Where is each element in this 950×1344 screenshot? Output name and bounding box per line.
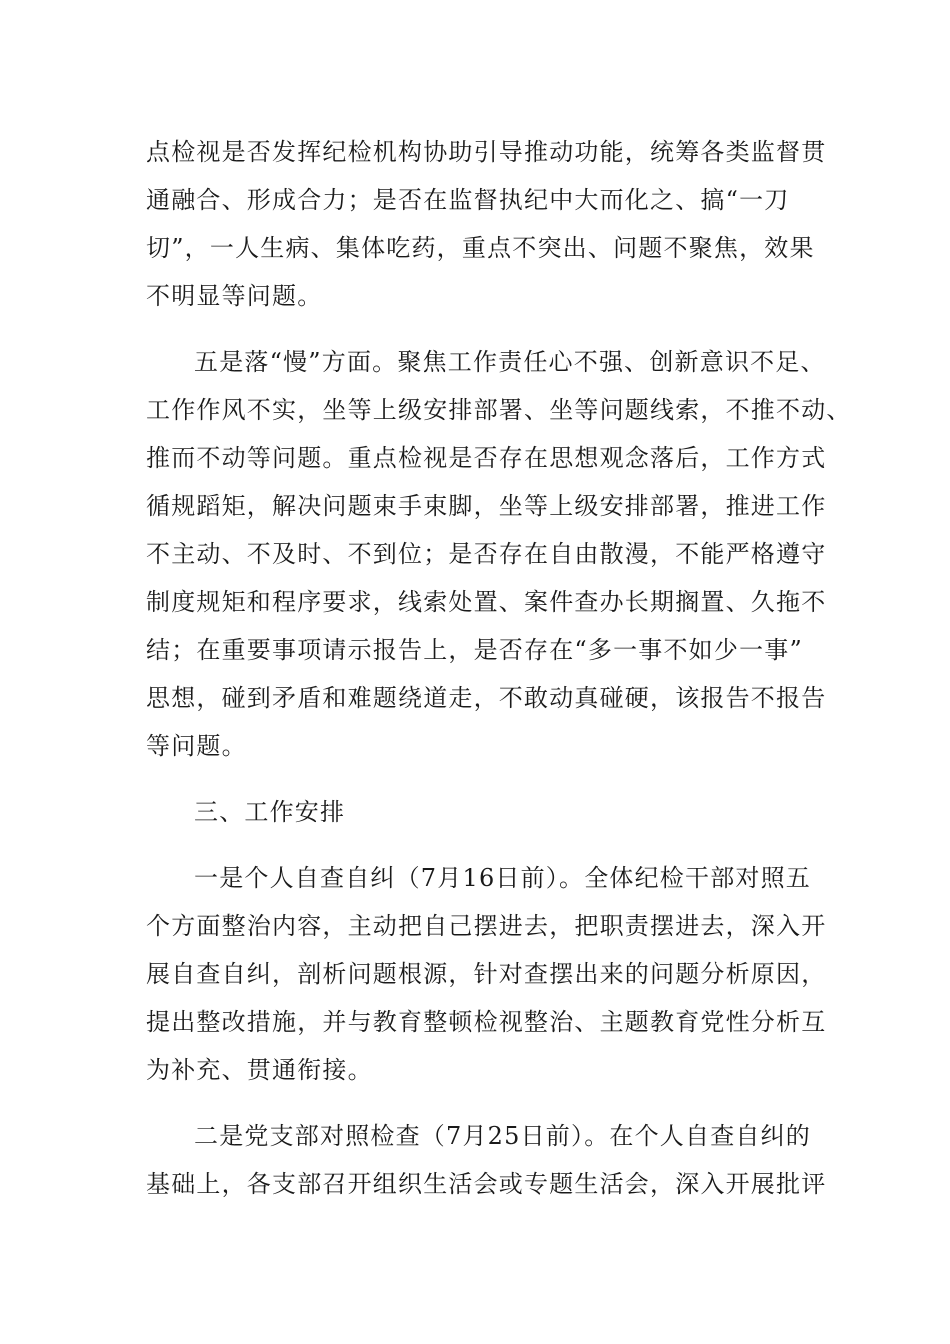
text-line: 推而不动等问题。重点检视是否存在思想观念落后，工作方式: [146, 444, 827, 472]
text-line: 等问题。: [146, 732, 247, 760]
text-line: 二是党支部对照检查（7月25日前）。在个人自查自纠的: [194, 1122, 812, 1150]
text-line: 工作作风不实，坐等上级安排部署、坐等问题线索，不推不动、: [146, 396, 852, 424]
text-line: 基础上，各支部召开组织生活会或专题生活会，深入开展批评: [146, 1170, 827, 1198]
heading-text: 三、工作安排: [194, 798, 346, 826]
document-body: [146, 128, 852, 1226]
text-line: 不主动、不及时、不到位；是否存在自由散漫，不能严格遵守: [146, 540, 827, 568]
paragraph-item-five: [146, 338, 852, 770]
text-line: 循规蹈矩，解决问题束手束脚，坐等上级安排部署，推进工作: [146, 492, 827, 520]
text-line: 为补充、贯通衔接。: [146, 1056, 373, 1084]
text-line: 个方面整治内容，主动把自己摆进去，把职责摆进去，深入开: [146, 912, 827, 940]
text-line: 通融合、形成合力；是否在监督执纪中大而化之、搞“一刀: [146, 186, 790, 214]
text-line: 思想，碰到矛盾和难题绕道走，不敢动真碰硬，该报告不报告: [146, 684, 827, 712]
paragraph-step-one: [146, 854, 827, 1094]
text-line: 一是个人自查自纠（7月16日前）。全体纪检干部对照五: [194, 864, 812, 892]
text-line: 不明显等问题。: [146, 282, 323, 310]
text-line: 五是落“慢”方面。聚焦工作责任心不强、创新意识不足、: [194, 348, 826, 376]
text-line: 提出整改措施，并与教育整顿检视整治、主题教育党性分析互: [146, 1008, 827, 1036]
paragraph-continuation: [146, 128, 827, 320]
text-line: 点检视是否发挥纪检机构协助引导推动功能，统筹各类监督贯: [146, 138, 827, 166]
paragraph-step-two: [146, 1112, 827, 1208]
text-line: 制度规矩和程序要求，线索处置、案件查办长期搁置、久拖不: [146, 588, 827, 616]
text-line: 结；在重要事项请示报告上，是否存在“多一事不如少一事”: [146, 636, 803, 664]
section-heading: [146, 788, 806, 836]
text-line: 切”，一人生病、集体吃药，重点不突出、问题不聚焦，效果: [146, 234, 815, 262]
text-line: 展自查自纠，剖析问题根源，针对查摆出来的问题分析原因，: [146, 960, 827, 988]
